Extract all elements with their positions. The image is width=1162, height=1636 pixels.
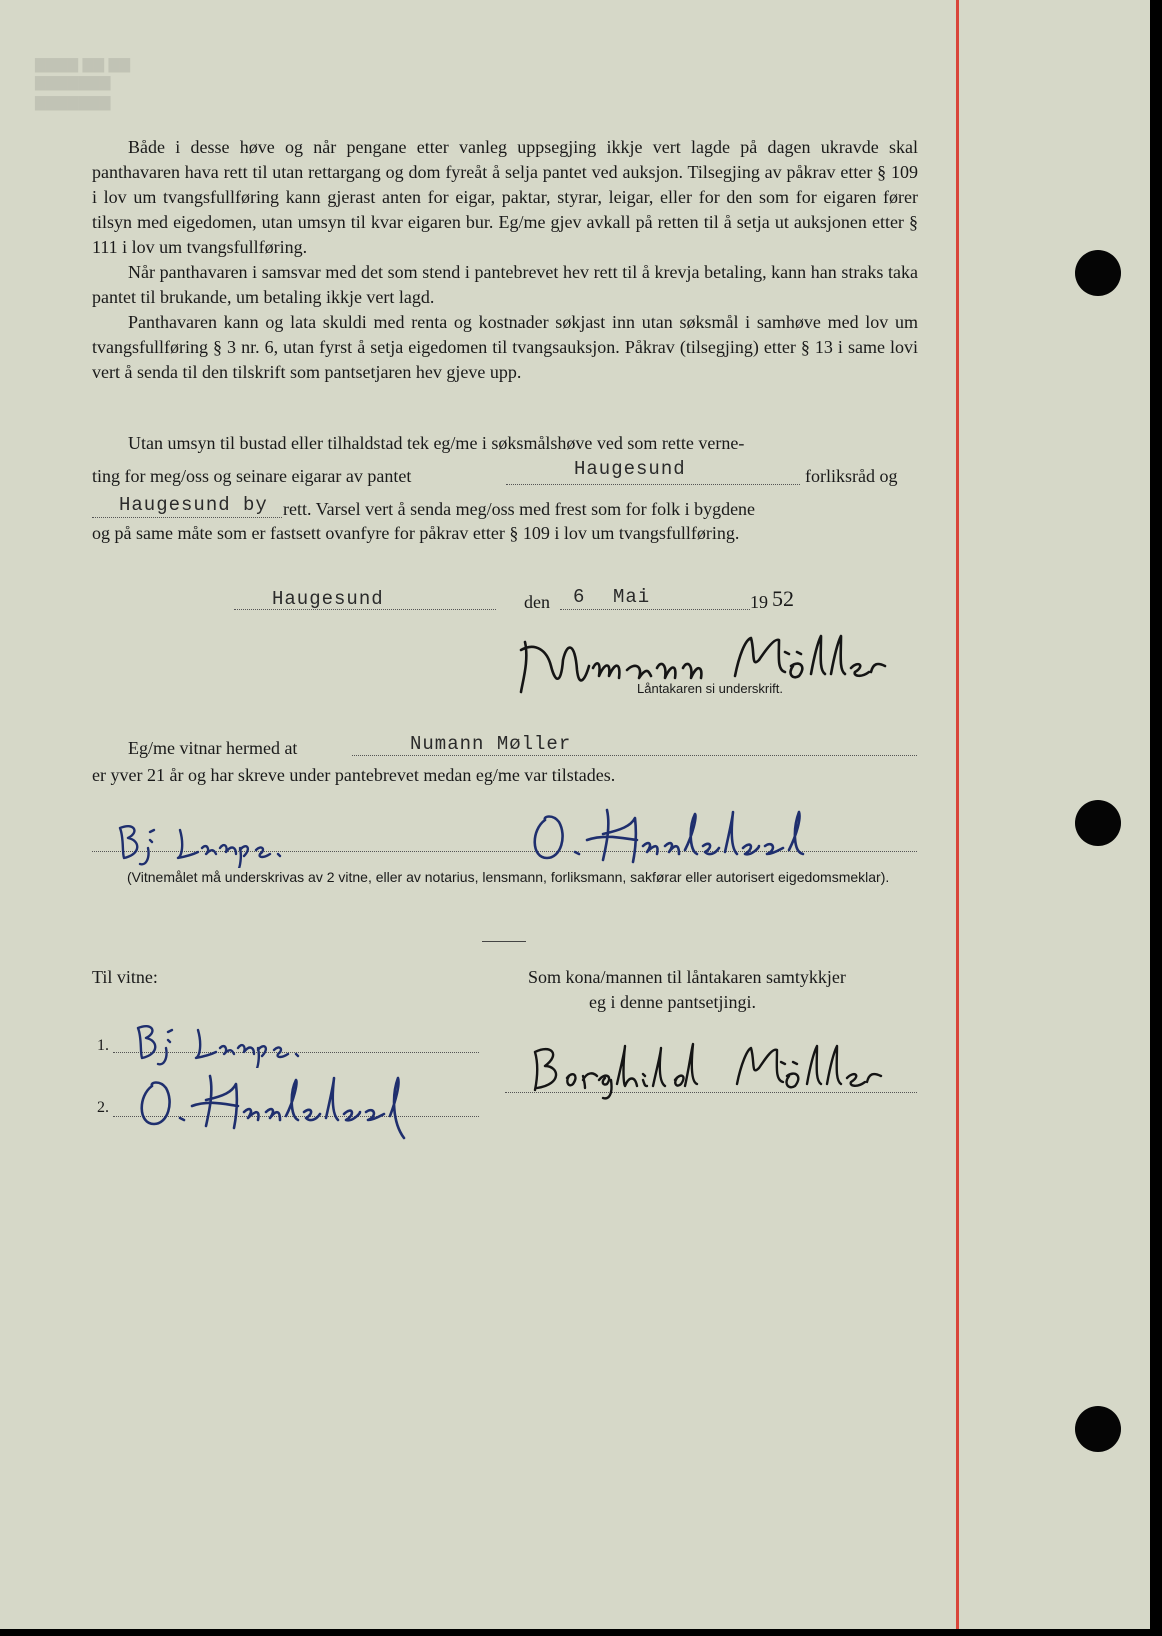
borrower-signature-caption: Låntakaren si underskrift.: [637, 681, 783, 696]
witness-statement: er yver 21 år og har skreve under pantebrevet medan eg/me var tilstades.: [92, 765, 616, 785]
date-day: 6: [573, 586, 586, 608]
binder-hole: [1075, 250, 1121, 296]
date-month: Mai: [613, 586, 651, 608]
date-year-suffix: 52: [772, 586, 794, 611]
venue-line-4: og på same måte som er fastsett ovanfyre for påkrav etter § 109 i lov um tvangsfullføring.: [92, 523, 740, 543]
venue-line-2-suffix: forliksråd og: [805, 466, 898, 486]
date-day-line: [560, 609, 750, 610]
venue-line-3-suffix: rett. Varsel vert å senda meg/oss med frest som for folk i bygdene: [283, 499, 756, 519]
venue-line-1: Utan umsyn til bustad eller tilhaldstad tek eg/me i søksmålshøve ved som rette verne-: [128, 433, 745, 453]
spouse-consent-line-2: eg i denne pantsetjingi.: [589, 992, 756, 1012]
date-year-prefix: 19: [750, 592, 768, 612]
date-place: Haugesund: [272, 588, 384, 610]
paragraph-2: Når panthavaren i samsvar med det som stend i pantebrevet hev rett til å krevja betaling, kann han straks taka pantet til brukande, um betaling ikkje vert lagd.: [92, 262, 918, 307]
witness-1-signature: [110, 818, 340, 868]
venue-court: Haugesund by: [119, 494, 268, 516]
venue-place-line: [506, 484, 800, 485]
faded-stamp: ▇▇▇▇ ▇▇ ▇▇ ▇▇▇▇▇▇▇ ▇▇▇▇▇▇▇: [35, 57, 131, 111]
date-den-label: den: [524, 592, 550, 612]
witness-intro: Eg/me vitnar hermed at: [128, 738, 298, 758]
witness-name-line: [352, 755, 917, 756]
witness-1-signature-lower: [128, 1018, 358, 1068]
paragraph-3: Panthavaren kann og lata skuldi med renta og kostnader søkjast inn utan søksmål i samhøve med lov um tvangsfullføring § 3 nr. 6, utan fyrst å setja eigedomen til tvangsauksjon. Påkrav (tilsegjing) etter § 13 i same lovi vert å senda til den tilskrift som pantsetjaren hev gjeve upp.: [92, 312, 918, 382]
witness-name: Numann Møller: [410, 733, 572, 755]
paragraph-1: Både i desse høve og når pengane etter vanleg uppsegjing ikkje vert lagde på dagen ukravde skal panthavaren hava rett til utan rettargang og dom fyreåt å selja pantet ved auksjon. Tilsegjing av påkrav etter § 109 i lov um tvangsfullføring kann gjerast anten for eigar, paktar, styrar, leigar, eller for den som for eigaren fører tilsyn med eigedomen, utan umsyn til kvar eigaren bur. Eg/me gjev avkall på retten til å setja ut auksjonen etter § 111 i lov um tvangsfullføring.: [92, 137, 918, 257]
witness-number-2: 2.: [97, 1099, 109, 1116]
binder-hole: [1075, 800, 1121, 846]
venue-court-line: [92, 517, 282, 518]
body-text: [92, 135, 918, 385]
witness-2-signature-lower: [134, 1066, 424, 1146]
witness-note: (Vitnemålet må underskrivas av 2 vitne, eller av notarius, lensmann, forliksmann, sakførar eller autorisert eigedomsmeklar).: [127, 869, 890, 885]
spouse-consent-line-1: Som kona/mannen til låntakaren samtykkjer: [528, 967, 846, 987]
venue-place: Haugesund: [574, 458, 686, 480]
witness-number-1: 1.: [97, 1037, 109, 1054]
til-vitne-label: Til vitne:: [92, 967, 158, 987]
section-divider: [482, 941, 526, 942]
venue-line-2-prefix: ting for meg/oss og seinare eigarar av pantet: [92, 466, 412, 486]
red-margin-rule: [956, 0, 959, 1629]
witness-2-signature: [525, 800, 875, 875]
spouse-signature: [525, 1040, 895, 1102]
binder-hole: [1075, 1406, 1121, 1452]
